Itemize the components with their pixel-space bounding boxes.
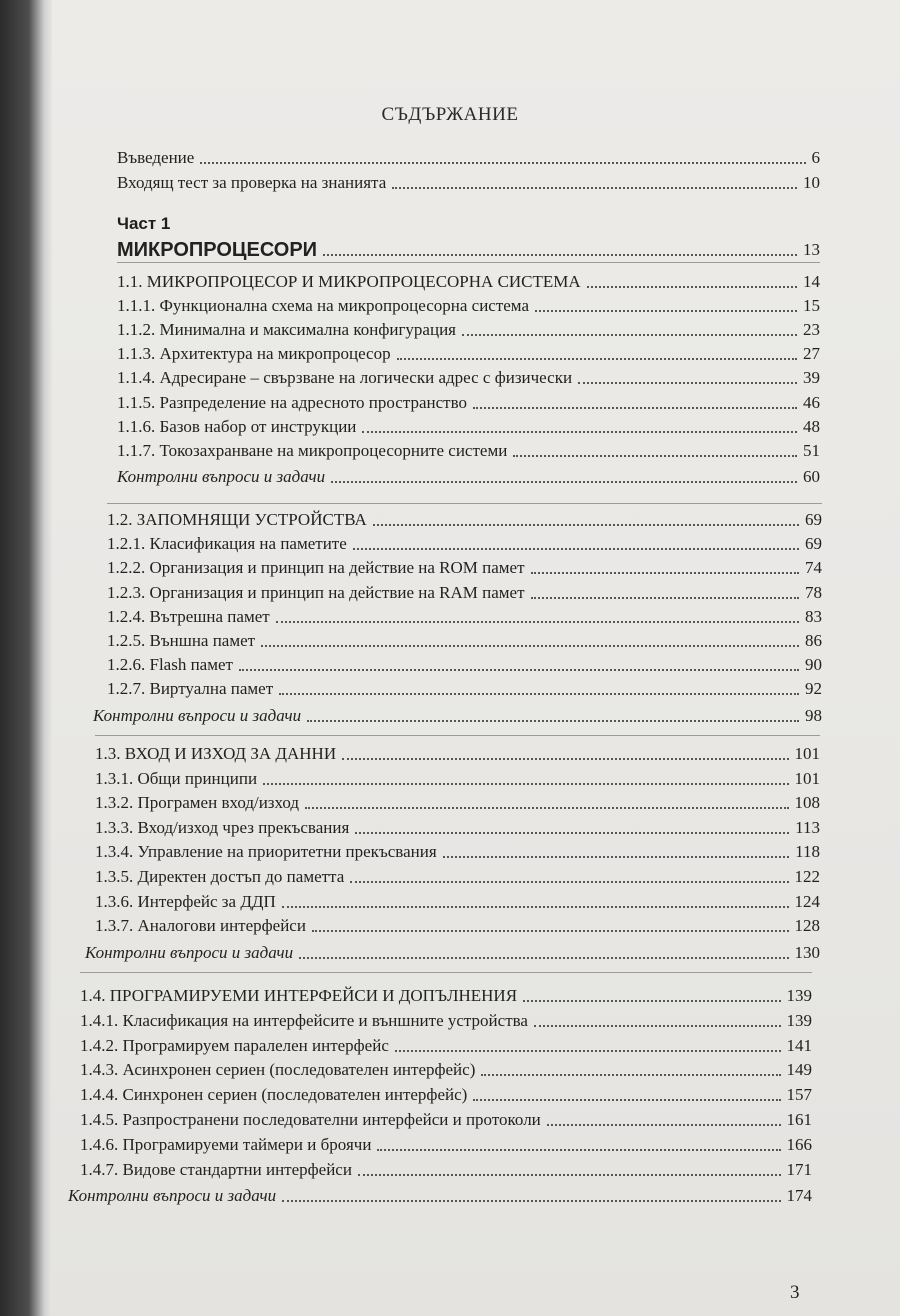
- toc-leader: [377, 1149, 780, 1151]
- toc-page: 48: [803, 416, 820, 436]
- toc-row-control-questions[interactable]: [85, 943, 820, 963]
- toc-row-section-heading[interactable]: [117, 272, 820, 292]
- toc-leader: [299, 957, 788, 959]
- toc-leader: [331, 481, 797, 483]
- toc-leader: [312, 930, 789, 932]
- toc-row-item[interactable]: [107, 631, 822, 651]
- toc-leader: [323, 254, 797, 256]
- toc-row-control-questions[interactable]: [117, 467, 820, 487]
- toc-page: 157: [786, 1085, 812, 1105]
- toc-leader: [534, 1025, 781, 1027]
- toc-row-item[interactable]: [80, 1011, 812, 1031]
- toc-page: 118: [795, 842, 820, 862]
- part-label: Част 1: [117, 214, 171, 233]
- toc-page: 14: [803, 272, 820, 291]
- part-heading: МИКРОПРОЦЕСОРИ: [117, 239, 318, 261]
- toc-row-section-heading[interactable]: [80, 986, 812, 1006]
- toc-leader: [392, 187, 797, 189]
- toc-leader: [342, 758, 788, 760]
- toc-label: 1.4. ПРОГРАМИРУЕМИ ИНТЕРФЕЙСИ И ДОПЪЛНЕНИЯ: [80, 986, 518, 1005]
- toc-label: 1.3.5. Директен достъп до паметта: [95, 867, 345, 886]
- toc-page: 124: [794, 891, 820, 911]
- toc-row-item[interactable]: [117, 320, 820, 340]
- toc-leader: [282, 1200, 780, 1202]
- toc-label: 1.4.7. Видове стандартни интерфейси: [80, 1159, 352, 1179]
- toc-row-section-heading[interactable]: [107, 510, 822, 530]
- toc-row-control-questions[interactable]: [93, 706, 822, 726]
- toc-row-item[interactable]: [95, 769, 820, 789]
- toc-page: 13: [803, 240, 820, 259]
- toc-leader: [263, 783, 788, 785]
- toc-page: 78: [805, 582, 822, 602]
- toc-label: Контролни въпроси и задачи: [68, 1186, 277, 1206]
- toc-label: 1.3.3. Вход/изход чрез прекъсвания: [95, 817, 350, 837]
- toc-page: 101: [794, 744, 820, 763]
- toc-label: Контролни въпроси и задачи: [117, 466, 326, 486]
- toc-label: 1.2.3. Организация и принцип на действие на RAM памет: [107, 582, 525, 602]
- toc-row-item[interactable]: [107, 655, 822, 675]
- toc-label: 1.1.4. Адресиране – свързване на логически адрес с физически: [117, 368, 573, 388]
- toc-leader: [355, 832, 789, 834]
- toc-leader: [350, 881, 788, 883]
- toc-page: 51: [803, 440, 820, 460]
- toc-label: 1.2.2. Организация и принцип на действие на ROM памет: [107, 558, 525, 578]
- toc-label: 1.4.5. Разпространени последователни интерфейси и протоколи: [80, 1110, 541, 1129]
- toc-label: 1.3. ВХОД И ИЗХОД ЗА ДАННИ: [95, 744, 337, 763]
- toc-label: Контролни въпроси и задачи: [93, 705, 302, 725]
- toc-label: 1.4.6. Програмируеми таймери и броячи: [80, 1134, 372, 1154]
- toc-page: 90: [805, 655, 822, 675]
- toc-label: 1.2.5. Външна памет: [107, 631, 256, 650]
- toc-row-entry-test[interactable]: [117, 173, 820, 193]
- toc-page: 86: [805, 631, 822, 650]
- toc-row-item[interactable]: [117, 368, 820, 388]
- toc-leader: [353, 548, 799, 550]
- toc-page: 128: [794, 916, 820, 936]
- toc-row-item[interactable]: [80, 1085, 812, 1105]
- toc-label: Въведение: [117, 148, 195, 167]
- toc-label: 1.3.2. Програмен вход/изход: [95, 793, 300, 813]
- toc-page: 15: [803, 296, 820, 316]
- toc-label: 1.1.6. Базов набор от инструкции: [117, 416, 357, 436]
- toc-label: Входящ тест за проверка на знанията: [117, 173, 387, 192]
- toc-row-item[interactable]: [107, 558, 822, 578]
- section-divider: [107, 503, 822, 504]
- toc-label: 1.1.3. Архитектура на микропроцесор: [117, 344, 391, 364]
- toc-row-item[interactable]: [95, 793, 820, 813]
- toc-label: 1.3.4. Управление на приоритетни прекъсвания: [95, 842, 437, 862]
- toc-label: 1.4.4. Синхронен сериен (последователен интерфейс): [80, 1085, 468, 1105]
- toc-label: 1.3.7. Аналогови интерфейси: [95, 916, 306, 936]
- book-spine-shadow: [0, 0, 52, 1316]
- toc-leader: [282, 906, 789, 908]
- toc-row-item[interactable]: [95, 842, 820, 862]
- toc-page: 166: [786, 1134, 812, 1154]
- toc-leader: [397, 358, 797, 360]
- toc-label: 1.2.7. Виртуална памет: [107, 679, 274, 699]
- toc-row-item[interactable]: [117, 441, 820, 461]
- toc-label: 1.2. ЗАПОМНЯЩИ УСТРОЙСТВА: [107, 510, 367, 529]
- toc-leader: [547, 1124, 781, 1126]
- toc-row-item[interactable]: [107, 679, 822, 699]
- toc-leader: [200, 162, 805, 164]
- toc-row-item[interactable]: [95, 892, 820, 912]
- toc-leader: [443, 856, 789, 858]
- toc-label: 1.1.7. Токозахранване на микропроцесорните системи: [117, 440, 508, 460]
- toc-page: 60: [803, 466, 820, 486]
- toc-row-item[interactable]: [80, 1060, 812, 1080]
- toc-label: 1.3.6. Интерфейс за ДДП: [95, 891, 276, 911]
- toc-page: 69: [805, 534, 822, 554]
- toc-row-section-heading[interactable]: [95, 744, 820, 764]
- toc-page: 174: [786, 1186, 812, 1206]
- toc-label: 1.1. МИКРОПРОЦЕСОР И МИКРОПРОЦЕСОРНА СИСТЕМА: [117, 272, 581, 291]
- toc-page: 141: [786, 1035, 812, 1055]
- toc-leader: [358, 1174, 781, 1176]
- toc-leader: [587, 286, 797, 288]
- toc-label: 1.4.2. Програмируем паралелен интерфейс: [80, 1035, 389, 1055]
- toc-row-item[interactable]: [117, 393, 820, 413]
- toc-page: 39: [803, 368, 820, 388]
- toc-label: 1.2.6. Flash памет: [107, 655, 233, 675]
- toc-leader: [276, 621, 799, 623]
- toc-label: 1.4.3. Асинхронен сериен (последователен интерфейс): [80, 1060, 476, 1080]
- toc-page: 161: [786, 1110, 812, 1129]
- toc-leader: [473, 1099, 780, 1101]
- toc-page: 98: [805, 705, 822, 725]
- toc-leader: [305, 807, 788, 809]
- toc-label: 1.1.2. Минимална и максимална конфигурация: [117, 320, 456, 340]
- toc-row-control-questions[interactable]: [68, 1186, 812, 1206]
- toc-leader: [578, 382, 797, 384]
- toc-leader: [462, 334, 797, 336]
- toc-label: 1.2.4. Вътрешна памет: [107, 606, 270, 626]
- toc-row-item[interactable]: [117, 344, 820, 364]
- toc-leader: [535, 310, 797, 312]
- toc-row-item[interactable]: [117, 296, 820, 316]
- toc-page: 92: [805, 679, 822, 699]
- toc-row-intro[interactable]: [117, 148, 820, 168]
- toc-row-part-heading[interactable]: [117, 240, 820, 260]
- toc-page: 149: [786, 1060, 812, 1080]
- section-divider: [95, 735, 820, 736]
- toc-row-item[interactable]: [107, 607, 822, 627]
- toc-page: 171: [786, 1159, 812, 1179]
- toc-leader: [395, 1050, 781, 1052]
- toc-label: 1.4.1. Класификация на интерфейсите и външните устройства: [80, 1010, 528, 1030]
- toc-row-item[interactable]: [117, 417, 820, 437]
- toc-row-item[interactable]: [95, 916, 820, 936]
- toc-row-item[interactable]: [95, 818, 820, 838]
- toc-page: 139: [786, 986, 812, 1005]
- page-number: 3: [790, 1282, 800, 1303]
- toc-row-item[interactable]: [107, 583, 822, 603]
- toc-leader: [531, 572, 799, 574]
- toc-row-item[interactable]: [80, 1160, 812, 1180]
- toc-leader: [362, 431, 797, 433]
- toc-row-item[interactable]: [80, 1135, 812, 1155]
- toc-page: 69: [805, 510, 822, 529]
- section-divider: [117, 262, 820, 263]
- toc-title: СЪДЪРЖАНИЕ: [381, 104, 519, 125]
- toc-page: 101: [794, 768, 820, 788]
- toc-page: 130: [794, 942, 820, 962]
- toc-row-item[interactable]: [80, 1036, 812, 1056]
- toc-label: 1.2.1. Класификация на паметите: [107, 534, 347, 554]
- toc-page: 83: [805, 606, 822, 626]
- toc-label: Контролни въпроси и задачи: [85, 942, 294, 962]
- toc-page: 6: [811, 148, 820, 167]
- toc-label: 1.3.1. Общи принципи: [95, 768, 258, 788]
- toc-row-item[interactable]: [95, 867, 820, 887]
- toc-leader: [481, 1074, 780, 1076]
- toc-page: 23: [803, 320, 820, 340]
- toc-leader: [373, 524, 799, 526]
- toc-page: 46: [803, 392, 820, 412]
- toc-page: 10: [803, 173, 820, 192]
- toc-leader: [239, 669, 799, 671]
- toc-page: 113: [795, 817, 820, 837]
- toc-label: 1.1.1. Функционална схема на микропроцесорна система: [117, 296, 529, 316]
- toc-leader: [279, 693, 799, 695]
- toc-leader: [523, 1000, 780, 1002]
- toc-row-item[interactable]: [107, 534, 822, 554]
- toc-page: 74: [805, 558, 822, 578]
- toc-label: 1.1.5. Разпределение на адресното пространство: [117, 392, 468, 412]
- toc-page: 122: [794, 867, 820, 886]
- toc-leader: [513, 455, 797, 457]
- toc-page: 108: [794, 793, 820, 813]
- toc-leader: [261, 645, 799, 647]
- toc-page: 27: [803, 344, 820, 364]
- section-divider: [80, 972, 812, 973]
- toc-page: 139: [786, 1010, 812, 1030]
- toc-row-item[interactable]: [80, 1110, 812, 1130]
- toc-leader: [473, 407, 797, 409]
- toc-leader: [531, 597, 799, 599]
- toc-leader: [307, 720, 799, 722]
